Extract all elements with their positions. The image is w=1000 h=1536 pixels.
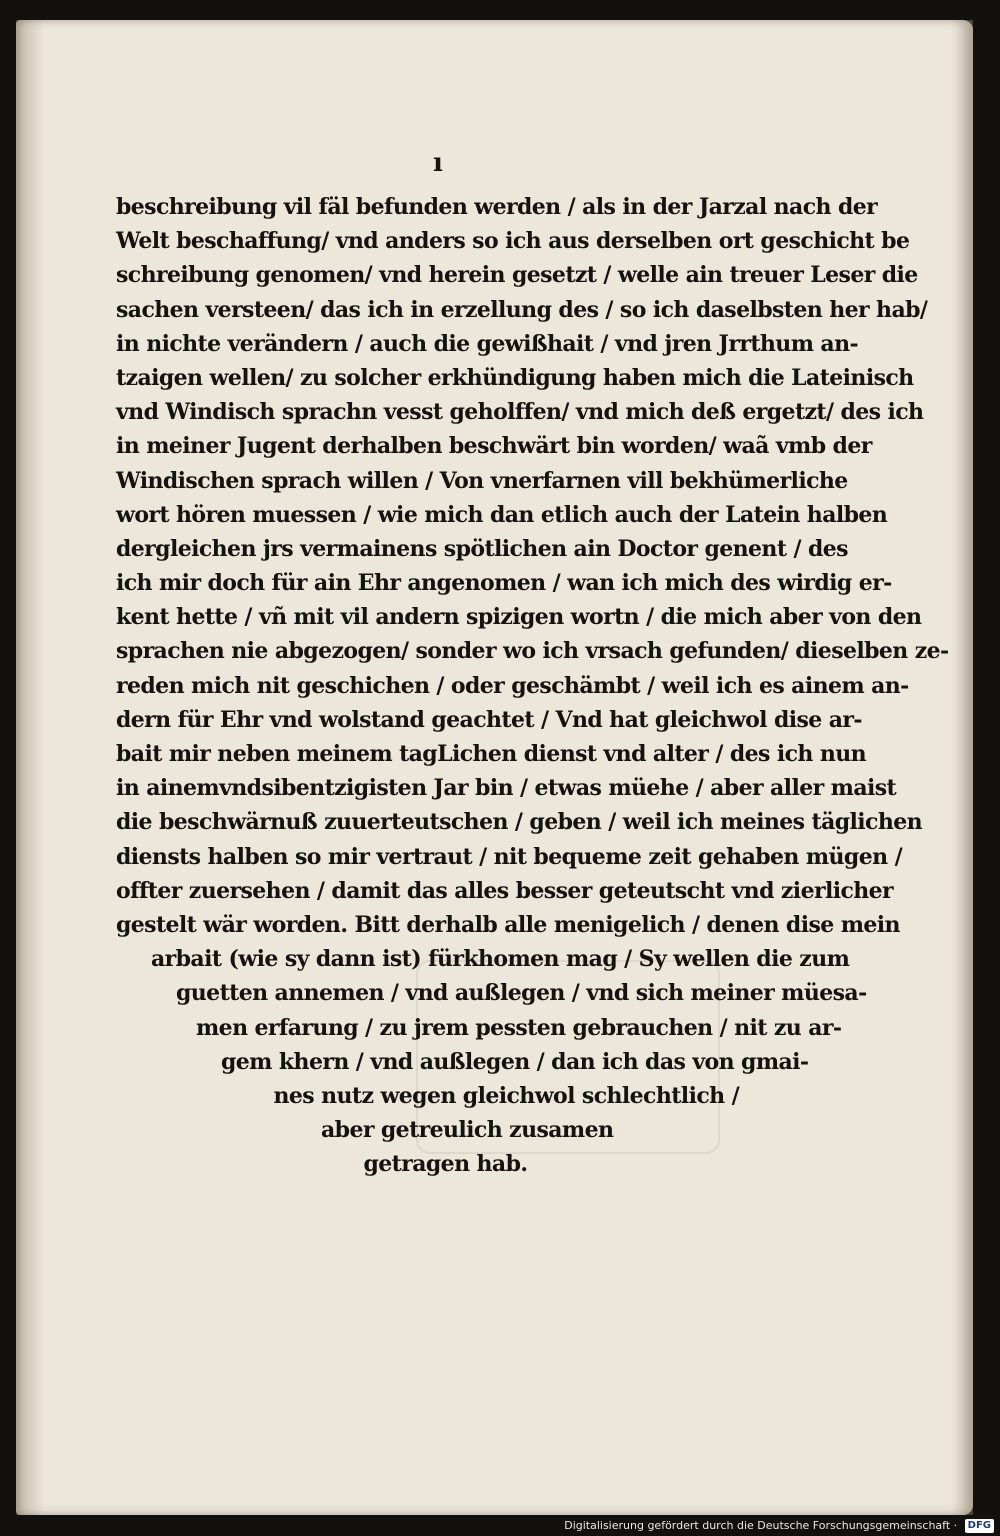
book-page <box>16 20 973 1515</box>
text-line: wort hören muessen / wie mich dan etlich auch der Latein halben <box>116 501 888 528</box>
page-text <box>116 190 949 1181</box>
text-line: schreibung genomen/ vnd herein gesetzt / welle ain treuer Leser die <box>116 262 918 289</box>
dfg-logo: DFG <box>965 1519 994 1533</box>
text-line: Welt beschaffung/ vnd anders so ich aus derselben ort geschicht be <box>116 228 910 255</box>
text-line: die beschwärnuß zuuerteutschen / geben / weil ich meines täglichen <box>116 809 923 836</box>
text-line: arbait (wie sy dann ist) fürkhomen mag / Sy wellen die zum <box>151 946 850 973</box>
text-line: kent hette / vñ mit vil andern spizigen wortn / die mich aber von den <box>116 604 922 631</box>
text-line: gestelt wär worden. Bitt derhalb alle menigelich / denen dise mein <box>116 911 900 938</box>
text-line: diensts halben so mir vertraut / nit bequeme zeit gehaben mügen / <box>116 843 903 870</box>
text-line: nes nutz wegen gleichwol schlechtlich / <box>273 1082 740 1109</box>
text-line: sachen versteen/ das ich in erzellung des / so ich daselbsten her hab/ <box>116 296 928 323</box>
text-line: tzaigen wellen/ zu solcher erkhündigung haben mich die Lateinisch <box>116 364 914 391</box>
text-line: in ainemvndsibentzigisten Jar bin / etwas müehe / aber aller maist <box>116 775 897 802</box>
text-line: in nichte verändern / auch die gewißhait / vnd jren Jrrthum an- <box>116 330 859 357</box>
text-line: vnd Windisch sprachn vesst geholffen/ vnd mich deß ergetzt/ des ich <box>116 399 924 426</box>
text-line: gem khern / vnd außlegen / dan ich das von gmai- <box>221 1048 809 1075</box>
text-line: aber getreulich zusamen <box>321 1117 614 1144</box>
text-line: bait mir neben meinem tagLichen dienst vnd alter / des ich nun <box>116 741 867 767</box>
text-line: ich mir doch für ain Ehr angenomen / wan ich mich des wirdig er- <box>116 570 892 597</box>
footer-text: Digitalisierung gefördert durch die Deutsche Forschungsgemeinschaft <box>564 1519 951 1532</box>
signature-mark: ı <box>433 148 443 178</box>
text-line: guetten annemen / vnd außlegen / vnd sich meiner müesa- <box>176 980 867 1007</box>
text-line: men erfarung / zu jrem pessten gebrauchen / nit zu ar- <box>196 1014 842 1041</box>
text-line: Windischen sprach willen / Von vnerfarnen vill bekhümerliche <box>116 467 848 494</box>
footer-separator: · <box>953 1519 961 1532</box>
text-line: in meiner Jugent derhalben beschwärt bin worden/ waã vmb der <box>116 433 872 460</box>
footer-credit <box>564 1516 994 1536</box>
text-line: reden mich nit geschichen / oder geschämbt / weil ich es ainem an- <box>116 672 909 699</box>
text-line: dergleichen jrs vermainens spötlichen ain Doctor genent / des <box>116 535 848 562</box>
text-line: getragen hab. <box>363 1151 528 1178</box>
text-line: offter zuersehen / damit das alles besser geteutscht vnd zierlicher <box>116 877 894 904</box>
text-line: sprachen nie abgezogen/ sonder wo ich vrsach gefunden/ dieselben ze- <box>116 638 949 665</box>
text-line: beschreibung vil fäl befunden werden / als in der Jarzal nach der <box>116 194 878 220</box>
text-line: dern für Ehr vnd wolstand geachtet / Vnd hat gleichwol dise ar- <box>116 706 862 733</box>
